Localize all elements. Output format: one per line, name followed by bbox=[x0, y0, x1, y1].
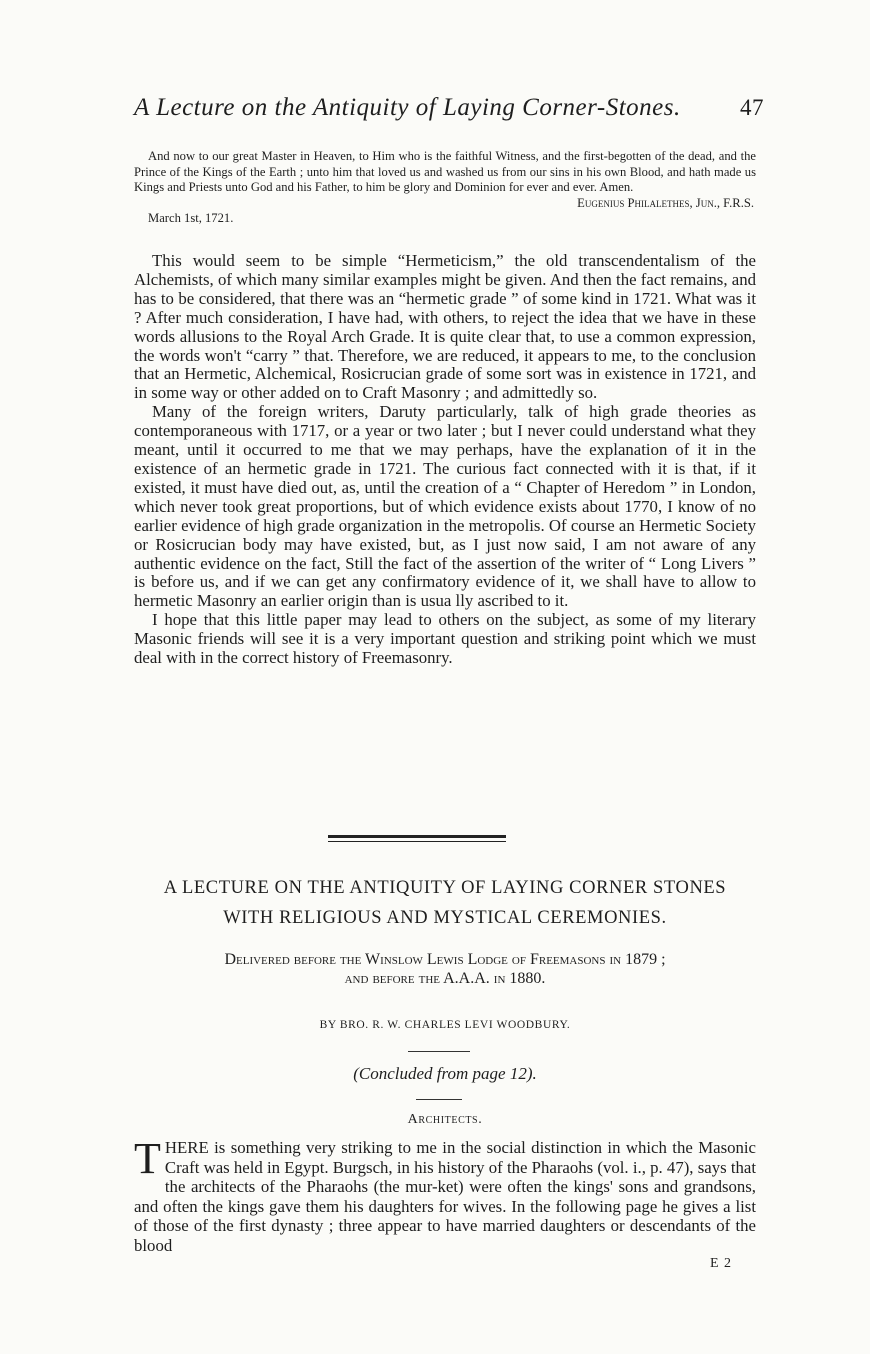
signature-mark: E 2 bbox=[709, 1256, 732, 1271]
paragraph: Many of the foreign writers, Daruty particularly, talk of high grade theories as contemporaneous with 1717, or a year or two later ; but I never could understand what they meant, until it occurred to me that we may perhaps, have the explanation of it in the existence of an hermetic grade in 1721. The curious fact connected with it is that, if it existed, it must have died out, as, until the creation of a “ Chapter of Heredom ” in London, which never took great proportions, but of which evidence exists about 1770, I know of no earlier evidence of high grade organization in the metropolis. Of course an Hermetic Society or Rosicrucian body may have existed, but, as I just now said, I am not aware of any authentic evidence on the fact, Still the fact of the assertion of the writer of “ Long Livers ” is before us, and if we can get any confirmatory evidence of it, we shall have to allow to hermetic Masonry an earlier origin than is usua lly ascribed to it. bbox=[134, 402, 756, 611]
quote-signature: Eugenius Philalethes, Jun., F.R.S. bbox=[577, 195, 754, 210]
paragraph: This would seem to be simple “Hermeticism,” the old transcendentalism of the Alchemists, of which many similar examples might be given. And then the fact remains, and has to be considered, that there was an “hermetic grade ” of some kind in 1721. What was it ? After much consideration, I have had, with others, to reject the idea that we have in these words allusions to the Royal Arch Grade. It is quite clear that, to use a common expression, the words won't “carry ” that. Therefore, we are reduced, it appears to me, to the conclusion that an Hermetic, Alchemical, Rosicrucian grade of some sort was in existence in 1721, and in some way or other added on to Craft Masonry ; and admittedly so. bbox=[134, 251, 756, 403]
article-title-line-2: WITH RELIGIOUS AND MYSTICAL CEREMONIES. bbox=[223, 908, 667, 928]
delivery-note-line-2: and before the A.A.A. in 1880. bbox=[344, 970, 546, 987]
section-divider bbox=[328, 835, 506, 842]
delivery-note bbox=[110, 950, 780, 988]
drop-cap: T bbox=[134, 1134, 161, 1183]
delivery-note-line-1: Delivered before the Winslow Lewis Lodge of Freemasons in 1879 ; bbox=[224, 951, 666, 968]
short-rule bbox=[408, 1051, 470, 1052]
article-title-line-1: A LECTURE ON THE ANTIQUITY OF LAYING CORNER STONES bbox=[163, 878, 727, 898]
quote-date: March 1st, 1721. bbox=[148, 211, 234, 226]
divider-thin-rule bbox=[328, 841, 506, 842]
author-byline: BY BRO. R. W. CHARLES LEVI WOODBURY. bbox=[319, 1019, 571, 1031]
page-number: 47 bbox=[740, 95, 764, 120]
running-header bbox=[134, 94, 764, 122]
paragraph: I hope that this little paper may lead to others on the subject, as some of my literary Masonic friends will see it is a very important question and striking point which we must deal with in the correct history of Freemasonry. bbox=[134, 610, 756, 668]
short-rule bbox=[416, 1099, 462, 1100]
body-text bbox=[134, 252, 756, 668]
article-title bbox=[100, 873, 790, 933]
running-title: A Lecture on the Antiquity of Laying Corner-Stones. bbox=[134, 94, 681, 121]
article-body bbox=[134, 1134, 756, 1255]
divider-thick-rule bbox=[328, 835, 506, 838]
quote-text: And now to our great Master in Heaven, to Him who is the faithful Witness, and the first-begotten of the dead, and the Prince of the Kings of the Earth ; unto him that loved us and washed us from our sins in his own Blood, and hath made us Kings and Priests unto God and his Father, to him be glory and Dominion for ever and ever. Amen. bbox=[134, 149, 756, 195]
opening-paragraph: HERE is something very striking to me in the social distinction in which the Masonic Craft was held in Egypt. Burgsch, in his history of the Pharaohs (vol. i., p. 47), says that the architects of the Pharaohs (the mur-ket) were often the kings' sons and grandsons, and often the kings gave them his daughters for wives. In the following page he gives a list of those of the first dynasty ; three appear to have married daughters or descendants of the blood bbox=[134, 1138, 756, 1255]
section-heading: Architects. bbox=[407, 1112, 483, 1127]
quoted-passage bbox=[134, 149, 756, 227]
continuation-note: (Concluded from page 12). bbox=[353, 1064, 537, 1083]
